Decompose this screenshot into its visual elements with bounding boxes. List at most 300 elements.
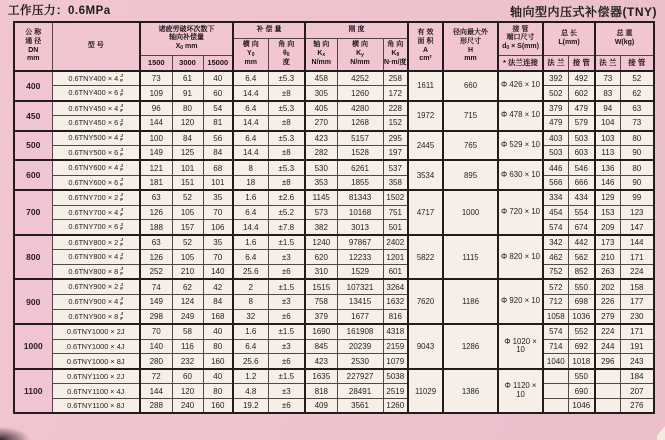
cell-x0-3000: 232 [172, 354, 203, 369]
cell-stiffness-ktheta: 1632 [383, 294, 408, 309]
cell-length-pipe: 479 [568, 101, 595, 116]
cell-stiffness-kx: 758 [305, 294, 337, 309]
cell-max-dim-h: 1186 [443, 279, 498, 324]
cell-stiffness-ktheta: 2402 [383, 235, 408, 250]
cell-lateral-y0: 25.6 [233, 265, 268, 280]
cell-lateral-y0: 8 [233, 160, 268, 175]
model-jf-suffix: J F [120, 73, 124, 83]
cell-x0-1500: 149 [140, 145, 172, 160]
cell-model: 0.6TNY1000 × 2J [52, 324, 140, 339]
cell-length-flange: 566 [543, 175, 568, 190]
cell-dn: 400 [14, 71, 52, 101]
cell-x0-3000: 105 [172, 250, 203, 265]
cell-stiffness-ky: 161908 [337, 324, 383, 339]
header-total-weight-group: 总 重 W(kg) [595, 22, 654, 55]
cell-x0-15000: 56 [203, 131, 233, 146]
header-cycles-1500: 1500 [140, 55, 172, 71]
cell-length-pipe: 602 [568, 86, 595, 101]
table-row [14, 86, 654, 101]
cell-length-flange: 454 [543, 205, 568, 220]
cell-length-flange: 572 [543, 279, 568, 294]
cell-weight-flange: 104 [595, 116, 620, 131]
cell-x0-15000: 70 [203, 250, 233, 265]
table-row [14, 71, 654, 86]
model-jf-suffix: J F [120, 147, 124, 157]
cell-length-flange [543, 399, 568, 414]
cell-x0-1500: 149 [140, 294, 172, 309]
header-dn: 公 称 通 径 DN mm [14, 22, 52, 71]
cell-stiffness-ktheta: 601 [383, 265, 408, 280]
cell-model: 0.6TNY800 × 4 J F [52, 250, 140, 265]
cell-weight-flange: 224 [595, 324, 620, 339]
cell-x0-15000: 101 [203, 175, 233, 190]
header-axial-kx: 轴 向 $K_x$ N/mm [305, 38, 337, 71]
cell-x0-15000: 35 [203, 190, 233, 205]
cell-stiffness-ky: 10168 [337, 205, 383, 220]
cell-dn: 600 [14, 160, 52, 190]
model-jf-suffix: J F [120, 311, 124, 321]
cell-weight-pipe: 177 [620, 294, 654, 309]
cell-weight-pipe: 230 [620, 309, 654, 324]
cell-effective-area: 9043 [408, 324, 443, 369]
cell-weight-flange: 113 [595, 145, 620, 160]
cell-weight-pipe: 147 [620, 220, 654, 235]
cell-model: 0.6TNY500 × 6 J F [52, 145, 140, 160]
cell-x0-1500: 109 [140, 86, 172, 101]
cell-dn: 500 [14, 131, 52, 161]
cell-pipe-size: Φ 820 × 10 [498, 235, 543, 280]
header-length-pipe: 接 管 [568, 55, 595, 71]
cell-weight-pipe: 63 [620, 101, 654, 116]
cell-stiffness-ktheta: 358 [383, 175, 408, 190]
cell-weight-flange: 153 [595, 205, 620, 220]
cell-lateral-y0: 14.4 [233, 220, 268, 235]
table-row [14, 399, 654, 414]
cell-length-pipe: 674 [568, 220, 595, 235]
header-pipe-size-group: 接 管 端口尺寸 $d_0 \times S(mm)$ [498, 22, 543, 55]
cell-weight-flange: 226 [595, 294, 620, 309]
model-jf-suffix: J F [120, 296, 124, 307]
cell-x0-1500: 74 [140, 279, 172, 294]
cell-weight-flange: 209 [595, 220, 620, 235]
cell-pipe-size: Φ 920 × 10 [498, 279, 543, 324]
cell-length-pipe: 666 [568, 175, 595, 190]
cell-length-pipe: 503 [568, 131, 595, 146]
cell-angular-theta0: ±5.3 [268, 71, 305, 86]
cell-x0-15000: 160 [203, 354, 233, 369]
cell-x0-1500: 280 [140, 354, 172, 369]
table-row [14, 354, 654, 369]
cell-model: 0.6TNY900 × 4 J F [52, 294, 140, 309]
cell-model: 0.6TNY1000 × 8J [52, 354, 140, 369]
cell-max-dim-h: 1286 [443, 324, 498, 369]
cell-x0-3000: 125 [172, 145, 203, 160]
scan-corner-shadow [0, 427, 30, 440]
header-max-dim: 径向最大外 形尺寸 H mm [443, 22, 498, 71]
cell-x0-15000: 84 [203, 145, 233, 160]
cell-x0-1500: 100 [140, 131, 172, 146]
scan-edge-artifact [657, 418, 665, 440]
cell-stiffness-ktheta: 537 [383, 160, 408, 175]
cell-lateral-y0: 1.6 [233, 190, 268, 205]
cell-weight-pipe: 52 [620, 71, 654, 86]
cell-stiffness-kx: 310 [305, 265, 337, 280]
cell-x0-1500: 126 [140, 250, 172, 265]
cell-x0-1500: 63 [140, 235, 172, 250]
spec-table [13, 21, 655, 414]
cell-length-pipe: 552 [568, 324, 595, 339]
cell-length-pipe: 550 [568, 369, 595, 384]
cell-length-pipe: 698 [568, 294, 595, 309]
header-cycles-3000: 3000 [172, 55, 203, 71]
cell-effective-area: 5822 [408, 235, 443, 280]
cell-length-flange: 334 [543, 190, 568, 205]
cell-lateral-y0: 6.4 [233, 339, 268, 354]
cell-max-dim-h: 765 [443, 131, 498, 161]
cell-weight-flange: 296 [595, 354, 620, 369]
cell-stiffness-ktheta: 1260 [383, 399, 408, 414]
cell-weight-flange: 279 [595, 309, 620, 324]
cell-x0-15000: 80 [203, 384, 233, 399]
cell-angular-theta0: ±5.3 [268, 131, 305, 146]
cell-model: 0.6TNY700 × 6 J F [52, 220, 140, 235]
cell-x0-3000: 58 [172, 324, 203, 339]
table-row [14, 116, 654, 131]
cell-x0-3000: 52 [172, 235, 203, 250]
cell-stiffness-kx: 305 [305, 86, 337, 101]
cell-length-pipe: 1036 [568, 309, 595, 324]
cell-pipe-size: Φ 630 × 10 [498, 160, 543, 190]
cell-weight-flange: 129 [595, 190, 620, 205]
cell-x0-1500: 73 [140, 71, 172, 86]
cell-dn: 900 [14, 279, 52, 324]
cell-weight-pipe: 62 [620, 86, 654, 101]
cell-lateral-y0: 25.6 [233, 354, 268, 369]
header-model: 型 号 [52, 22, 140, 71]
cell-angular-theta0: ±1.5 [268, 235, 305, 250]
cell-model: 0.6TNY450 × 4 J F [52, 101, 140, 116]
cell-stiffness-ky: 81343 [337, 190, 383, 205]
cell-lateral-y0: 14.4 [233, 145, 268, 160]
cell-max-dim-h: 715 [443, 101, 498, 131]
table-row [14, 250, 654, 265]
cell-stiffness-kx: 1240 [305, 235, 337, 250]
cell-length-pipe: 603 [568, 145, 595, 160]
model-jf-suffix: J F [120, 87, 124, 98]
cell-weight-pipe: 171 [620, 250, 654, 265]
cell-stiffness-ky: 3013 [337, 220, 383, 235]
cell-x0-15000: 35 [203, 235, 233, 250]
cell-lateral-y0: 18 [233, 175, 268, 190]
cell-stiffness-ktheta: 2519 [383, 384, 408, 399]
cell-stiffness-ktheta: 501 [383, 220, 408, 235]
cell-stiffness-ky: 6261 [337, 160, 383, 175]
cell-x0-15000: 84 [203, 294, 233, 309]
table-row [14, 160, 654, 175]
cell-weight-flange: 94 [595, 101, 620, 116]
cell-length-pipe: 442 [568, 235, 595, 250]
cell-weight-flange: 244 [595, 339, 620, 354]
cell-weight-flange [595, 399, 620, 414]
cell-angular-theta0: ±6 [268, 399, 305, 414]
cell-weight-flange [595, 384, 620, 399]
header-total-length-group: 总 长 L(mm) [543, 22, 595, 55]
cell-weight-pipe: 276 [620, 399, 654, 414]
cell-lateral-y0: 6.4 [233, 131, 268, 146]
cell-x0-3000: 52 [172, 190, 203, 205]
cell-pipe-size: Φ 478 × 10 [498, 101, 543, 131]
cell-angular-theta0: ±6 [268, 265, 305, 280]
cell-weight-flange: 136 [595, 160, 620, 175]
cell-angular-theta0: ±8 [268, 145, 305, 160]
header-flange-connection-note: * 法兰连接 [498, 55, 543, 71]
cell-stiffness-ktheta: 172 [383, 86, 408, 101]
cell-stiffness-ktheta: 295 [383, 131, 408, 146]
cell-stiffness-ky: 2530 [337, 354, 383, 369]
cell-stiffness-ky: 4252 [337, 71, 383, 86]
cell-stiffness-ktheta: 2159 [383, 339, 408, 354]
cell-weight-flange: 103 [595, 131, 620, 146]
cell-weight-flange: 173 [595, 235, 620, 250]
cell-stiffness-ky: 1529 [337, 265, 383, 280]
cell-stiffness-ky: 13415 [337, 294, 383, 309]
cell-weight-pipe: 224 [620, 265, 654, 280]
cell-x0-3000: 116 [172, 339, 203, 354]
table-row [14, 235, 654, 250]
cell-stiffness-ky: 1677 [337, 309, 383, 324]
cell-lateral-y0: 4.8 [233, 384, 268, 399]
cell-x0-3000: 151 [172, 175, 203, 190]
cell-x0-15000: 68 [203, 160, 233, 175]
cell-length-flange: 574 [543, 324, 568, 339]
cell-max-dim-h: 895 [443, 160, 498, 190]
cell-length-flange: 502 [543, 86, 568, 101]
cell-x0-3000: 157 [172, 220, 203, 235]
cell-x0-15000: 140 [203, 265, 233, 280]
cell-x0-3000: 105 [172, 205, 203, 220]
table-row [14, 309, 654, 324]
cell-weight-flange: 73 [595, 71, 620, 86]
cell-angular-theta0: ±8 [268, 175, 305, 190]
cell-angular-theta0: ±3 [268, 339, 305, 354]
cell-stiffness-ktheta: 816 [383, 309, 408, 324]
cell-length-flange [543, 384, 568, 399]
cell-length-pipe: 852 [568, 265, 595, 280]
cell-dn: 700 [14, 190, 52, 235]
cell-stiffness-ky: 3561 [337, 399, 383, 414]
cell-stiffness-ktheta: 1201 [383, 250, 408, 265]
cell-x0-3000: 120 [172, 384, 203, 399]
cell-stiffness-kx: 1635 [305, 369, 337, 384]
cell-pipe-size: Φ 720 × 10 [498, 190, 543, 235]
cell-dn: 1000 [14, 324, 52, 369]
cell-model: 0.6TNY800 × 8 J F [52, 265, 140, 280]
cell-stiffness-kx: 382 [305, 220, 337, 235]
cell-stiffness-ky: 227927 [337, 369, 383, 384]
cell-angular-theta0: ±8 [268, 116, 305, 131]
cell-model: 0.6TNY400 × 4 J F [52, 71, 140, 86]
cell-model: 0.6TNY600 × 6 J F [52, 175, 140, 190]
cell-x0-1500: 181 [140, 175, 172, 190]
cell-weight-flange: 83 [595, 86, 620, 101]
cell-x0-15000: 42 [203, 279, 233, 294]
model-jf-suffix: J F [120, 281, 124, 292]
cell-weight-pipe: 184 [620, 369, 654, 384]
cell-stiffness-kx: 1690 [305, 324, 337, 339]
cell-model: 0.6TNY1000 × 4J [52, 339, 140, 354]
cell-stiffness-kx: 1145 [305, 190, 337, 205]
table-row [14, 384, 654, 399]
cell-stiffness-ktheta: 197 [383, 145, 408, 160]
cell-length-flange [543, 369, 568, 384]
cell-effective-area: 1972 [408, 101, 443, 131]
header-weight-pipe: 接 管 [620, 55, 654, 71]
cell-model: 0.6TNY900 × 8 J F [52, 309, 140, 324]
table-row [14, 339, 654, 354]
table-row [14, 279, 654, 294]
header-length-flange: 法 兰 [543, 55, 568, 71]
table-row [14, 145, 654, 160]
cell-effective-area: 2445 [408, 131, 443, 161]
cell-x0-3000: 91 [172, 86, 203, 101]
cell-weight-flange: 263 [595, 265, 620, 280]
cell-x0-15000: 160 [203, 399, 233, 414]
cell-length-flange: 1058 [543, 309, 568, 324]
cell-stiffness-ky: 1260 [337, 86, 383, 101]
cell-model: 0.6TNY800 × 2 J F [52, 235, 140, 250]
cell-stiffness-ktheta: 751 [383, 205, 408, 220]
cell-weight-pipe: 191 [620, 339, 654, 354]
cell-stiffness-kx: 405 [305, 101, 337, 116]
cell-stiffness-ky: 5157 [337, 131, 383, 146]
cell-dn: 800 [14, 235, 52, 280]
cell-stiffness-ky: 4280 [337, 101, 383, 116]
spec-table-body [14, 71, 654, 413]
cell-stiffness-ktheta: 4318 [383, 324, 408, 339]
cell-stiffness-ky: 1855 [337, 175, 383, 190]
header-angular-theta0: 角 向 $\theta_0$ 度 [268, 38, 305, 71]
cell-stiffness-kx: 620 [305, 250, 337, 265]
table-row [14, 220, 654, 235]
cell-lateral-y0: 6.4 [233, 71, 268, 86]
cell-length-pipe: 434 [568, 190, 595, 205]
cell-length-pipe: 692 [568, 339, 595, 354]
cell-x0-3000: 101 [172, 160, 203, 175]
cell-model: 0.6TNY400 × 6 J F [52, 86, 140, 101]
model-jf-suffix: J F [120, 266, 124, 276]
cell-length-flange: 342 [543, 235, 568, 250]
cell-length-pipe: 562 [568, 250, 595, 265]
cell-weight-pipe: 90 [620, 145, 654, 160]
table-row [14, 265, 654, 280]
cell-pipe-size: Φ 529 × 10 [498, 131, 543, 161]
cell-stiffness-ky: 12233 [337, 250, 383, 265]
cell-model: 0.6TNY450 × 6 J F [52, 116, 140, 131]
cell-stiffness-ktheta: 152 [383, 116, 408, 131]
cell-stiffness-kx: 409 [305, 399, 337, 414]
cell-weight-pipe: 243 [620, 354, 654, 369]
cell-x0-3000: 120 [172, 116, 203, 131]
table-row [14, 131, 654, 146]
cell-max-dim-h: 1000 [443, 190, 498, 235]
cell-x0-3000: 61 [172, 71, 203, 86]
cell-angular-theta0: ±3 [268, 294, 305, 309]
model-jf-suffix: J F [120, 177, 124, 187]
cell-lateral-y0: 2 [233, 279, 268, 294]
cell-lateral-y0: 6.4 [233, 250, 268, 265]
cell-length-pipe: 554 [568, 205, 595, 220]
cell-model: 0.6TNY1100 × 4J [52, 384, 140, 399]
cell-x0-15000: 70 [203, 205, 233, 220]
cell-length-flange: 479 [543, 116, 568, 131]
cell-weight-pipe: 73 [620, 116, 654, 131]
header-cycles-15000: 15000 [203, 55, 233, 71]
cell-x0-15000: 168 [203, 309, 233, 324]
cell-x0-3000: 210 [172, 265, 203, 280]
cell-stiffness-ktheta: 1079 [383, 354, 408, 369]
cell-x0-1500: 63 [140, 190, 172, 205]
cell-x0-1500: 70 [140, 324, 172, 339]
cell-stiffness-kx: 282 [305, 145, 337, 160]
model-jf-suffix: J F [120, 162, 124, 173]
header-x0-group: 诸疲劳破坏次数下 轴向补偿量 $X_0$ mm [140, 22, 233, 55]
cell-max-dim-h: 660 [443, 71, 498, 101]
model-jf-suffix: J F [120, 237, 124, 247]
cell-angular-theta0: ±5.3 [268, 101, 305, 116]
cell-stiffness-kx: 530 [305, 160, 337, 175]
table-row [14, 294, 654, 309]
cell-x0-15000: 40 [203, 369, 233, 384]
cell-weight-flange: 202 [595, 279, 620, 294]
cell-stiffness-kx: 379 [305, 309, 337, 324]
cell-x0-3000: 240 [172, 399, 203, 414]
cell-model: 0.6TNY1100 × 2J [52, 369, 140, 384]
cell-angular-theta0: ±6 [268, 354, 305, 369]
cell-length-flange: 574 [543, 220, 568, 235]
cell-stiffness-ky: 1528 [337, 145, 383, 160]
cell-x0-3000: 62 [172, 279, 203, 294]
cell-lateral-y0: 6.4 [233, 101, 268, 116]
cell-model: 0.6TNY1100 × 8J [52, 399, 140, 414]
cell-weight-pipe: 123 [620, 205, 654, 220]
cell-stiffness-kx: 423 [305, 131, 337, 146]
cell-x0-1500: 72 [140, 369, 172, 384]
cell-length-flange: 712 [543, 294, 568, 309]
cell-x0-1500: 121 [140, 160, 172, 175]
cell-max-dim-h: 1115 [443, 235, 498, 280]
titlebar [8, 2, 659, 20]
model-jf-suffix: J F [120, 221, 124, 232]
table-row [14, 324, 654, 339]
header-compensation-group: 补 偿 量 [233, 22, 305, 38]
cell-lateral-y0: 8 [233, 294, 268, 309]
cell-model: 0.6TNY700 × 4 J F [52, 205, 140, 220]
header-lateral-ky: 横 向 $K_y$ N/mm [337, 38, 383, 71]
cell-length-flange: 379 [543, 101, 568, 116]
page-title-product: 轴向型内压式补偿器(TNY) [510, 5, 657, 19]
cell-weight-pipe: 80 [620, 131, 654, 146]
cell-stiffness-ky: 28491 [337, 384, 383, 399]
cell-stiffness-kx: 818 [305, 384, 337, 399]
cell-angular-theta0: ±2.6 [268, 190, 305, 205]
cell-dn: 450 [14, 101, 52, 131]
table-row [14, 190, 654, 205]
cell-x0-15000: 40 [203, 71, 233, 86]
cell-model: 0.6TNY900 × 2 J F [52, 279, 140, 294]
header-stiffness-group: 刚 度 [305, 22, 408, 38]
cell-angular-theta0: ±6 [268, 309, 305, 324]
cell-x0-1500: 144 [140, 384, 172, 399]
